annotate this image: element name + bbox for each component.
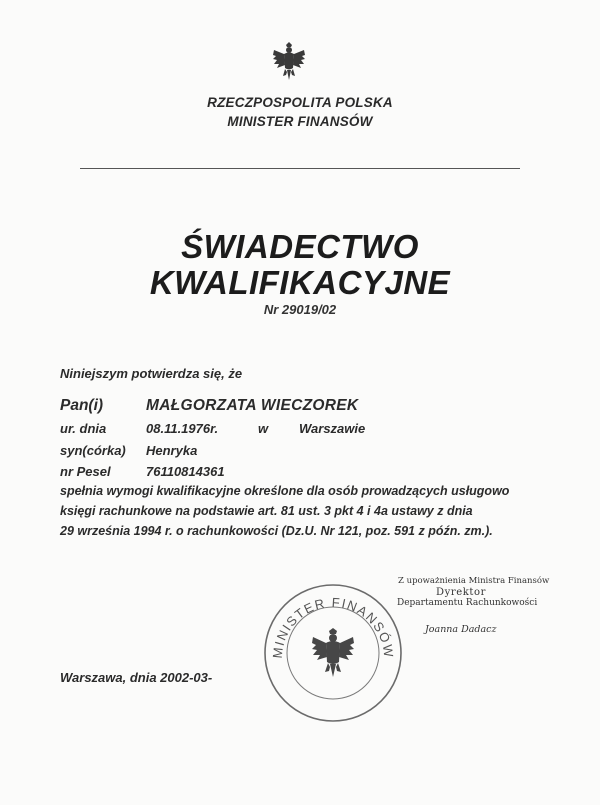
body-line-2: księgi rachunkowe na podstawie art. 81 ust. 3 pkt 4 i 4a ustawy z dnia xyxy=(60,504,473,518)
signature-authorization: Z upoważnienia Ministra Finansów xyxy=(398,576,550,586)
certificate-title-line2: KWALIFIKACYJNE xyxy=(149,264,451,301)
birth-date: 08.11.1976r. xyxy=(146,421,219,436)
ministry-stamp xyxy=(262,582,404,724)
pesel-number: 76110814361 xyxy=(146,464,225,479)
signature-role: Dyrektor xyxy=(436,587,487,598)
certificate-title-line1: ŚWIADECTWO xyxy=(181,228,419,265)
birth-place: Warszawie xyxy=(299,421,366,436)
parent-label: syn(córka) xyxy=(60,443,126,458)
pesel-label: nr Pesel xyxy=(60,464,111,479)
signature-department: Departamentu Rachunkowości xyxy=(397,598,538,608)
certificate-number: Nr 29019/02 xyxy=(263,302,337,317)
body-line-3: 29 września 1994 r. o rachunkowości (Dz.U. Nr 121, poz. 591 z późn. zm.). xyxy=(60,524,493,538)
stamp-text: MINISTER FINANSÓW xyxy=(269,594,397,660)
person-name: MAŁGORZATA WIECZOREK xyxy=(146,397,359,414)
birth-in-label: w xyxy=(258,421,269,436)
body-line-1: spełnia wymogi kwalifikacyjne określone dla osób prowadzących usługowo xyxy=(60,484,510,498)
born-label: ur. dnia xyxy=(60,421,107,436)
eagle-emblem-icon xyxy=(272,42,306,84)
signature-name: Joanna Dadacz xyxy=(425,624,497,635)
intro-text: Niniejszym potwierdza się, że xyxy=(60,366,243,381)
place-date: Warszawa, dnia 2002-03- xyxy=(60,670,213,685)
header-country: RZECZPOSPOLITA POLSKA xyxy=(207,95,393,110)
pan-label: Pan(i) xyxy=(60,397,104,414)
header-divider xyxy=(80,168,520,169)
parent-name: Henryka xyxy=(146,443,198,458)
header-ministry: MINISTER FINANSÓW xyxy=(227,114,373,129)
stamp-eagle-icon xyxy=(312,628,354,677)
